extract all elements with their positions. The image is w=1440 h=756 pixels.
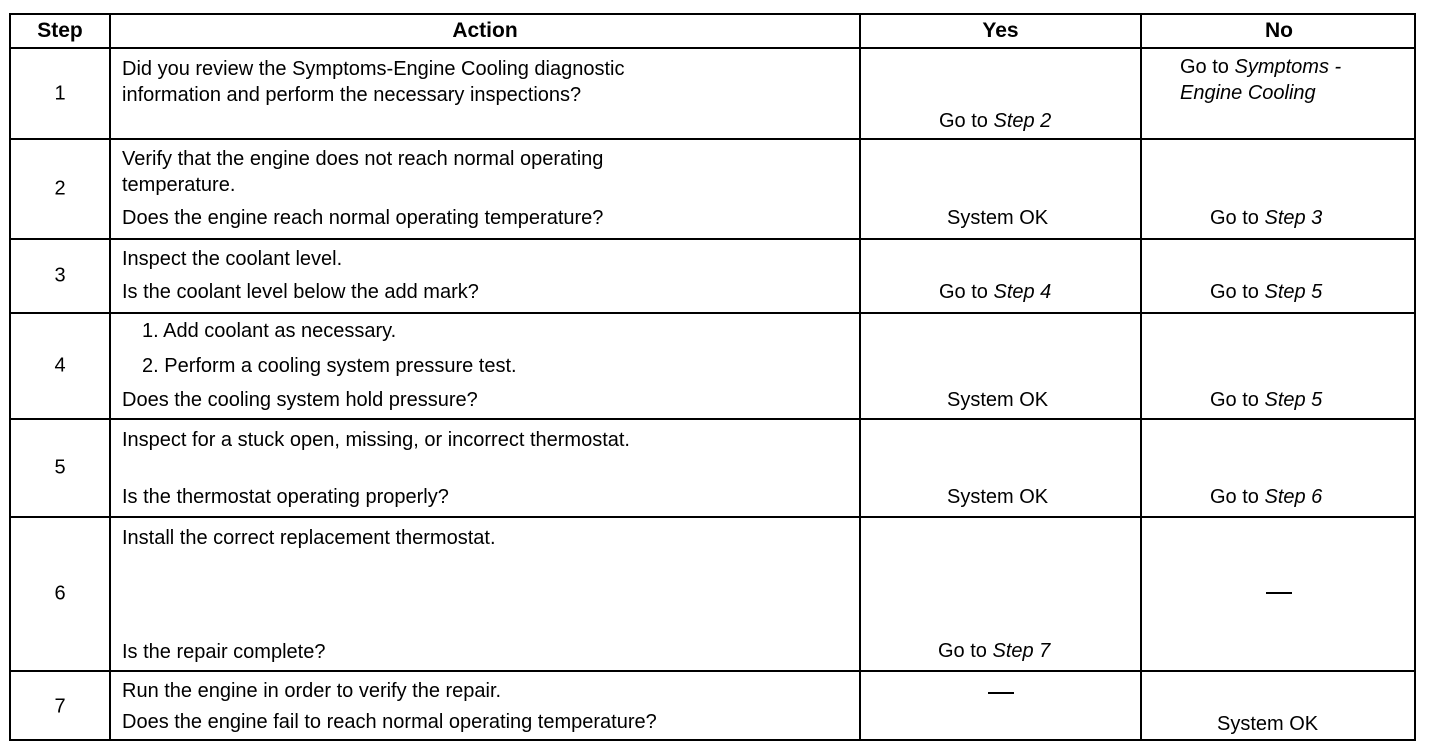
yes-prefix: Go to [938, 640, 993, 662]
action-text: information and perform the necessary inspections? [122, 84, 582, 106]
action-list-item: 1. Add coolant as necessary. [142, 320, 397, 342]
table-row [11, 672, 1414, 741]
no-result [1210, 204, 1322, 232]
no-prefix: Go to [1210, 207, 1265, 229]
action-text: Run the engine in order to verify the repair. [122, 680, 502, 702]
step-reference: Step 6 [1264, 486, 1323, 508]
action-cell [111, 420, 861, 516]
action-text: Inspect the coolant level. [122, 248, 343, 270]
action-text: Did you review the Symptoms-Engine Cooling diagnostic [122, 58, 625, 80]
yes-prefix: Go to [939, 281, 994, 303]
step-cell [11, 49, 111, 138]
no-result [1180, 53, 1341, 81]
step-reference: Step 7 [992, 640, 1051, 662]
yes-cell [861, 420, 1142, 516]
header-action: Action [452, 19, 518, 42]
step-number: 7 [54, 695, 66, 717]
no-cell [1142, 49, 1416, 138]
step-reference: Step 5 [1264, 281, 1323, 303]
step-reference: Step 3 [1264, 207, 1323, 229]
yes-cell [861, 49, 1142, 138]
action-question: Is the repair complete? [122, 641, 326, 663]
yes-result: System OK [947, 207, 1049, 229]
not-applicable-dash [988, 692, 1014, 694]
header-no: No [1265, 19, 1293, 42]
no-result [1210, 386, 1322, 414]
action-cell [111, 240, 861, 312]
no-result: System OK [1217, 713, 1319, 735]
action-question: Is the coolant level below the add mark? [122, 281, 479, 303]
action-question: Does the cooling system hold pressure? [122, 389, 478, 411]
yes-result [939, 278, 1051, 306]
table-row [11, 49, 1414, 140]
step-number: 4 [54, 354, 66, 377]
action-cell [111, 518, 861, 670]
yes-result: System OK [947, 486, 1049, 508]
table-row [11, 518, 1414, 672]
header-no-cell [1142, 15, 1416, 47]
no-prefix: Go to [1210, 389, 1265, 411]
step-number: 3 [54, 264, 66, 287]
no-result [1210, 278, 1322, 306]
section-reference: Engine Cooling [1180, 82, 1316, 104]
step-number: 6 [54, 582, 66, 605]
step-number: 5 [54, 456, 66, 479]
table-row [11, 240, 1414, 314]
table-row [11, 314, 1414, 420]
yes-cell [861, 140, 1142, 238]
step-cell [11, 240, 111, 312]
yes-result: System OK [947, 389, 1049, 411]
yes-result [939, 107, 1051, 135]
table-row [11, 420, 1414, 518]
step-reference: Step 5 [1264, 389, 1323, 411]
action-question: Is the thermostat operating properly? [122, 486, 449, 508]
section-reference: Symptoms - [1234, 56, 1342, 78]
header-yes: Yes [982, 19, 1019, 42]
action-list-item: 2. Perform a cooling system pressure test. [142, 355, 517, 377]
no-cell [1142, 140, 1416, 238]
action-cell [111, 49, 861, 138]
table-header-row [11, 15, 1414, 49]
action-text: Verify that the engine does not reach normal operating [122, 148, 604, 170]
step-reference: Step 4 [993, 281, 1052, 303]
no-cell [1142, 420, 1416, 516]
yes-cell [861, 518, 1142, 670]
no-result [1210, 483, 1322, 511]
step-cell [11, 420, 111, 516]
no-cell [1142, 240, 1416, 312]
no-prefix: Go to [1210, 486, 1265, 508]
step-cell [11, 314, 111, 418]
step-number: 1 [54, 82, 66, 104]
table-row [11, 140, 1414, 240]
not-applicable-dash [1266, 592, 1292, 594]
header-step: Step [37, 19, 83, 42]
no-prefix: Go to [1180, 56, 1235, 78]
step-number: 2 [54, 177, 66, 200]
action-question: Does the engine fail to reach normal operating temperature? [122, 711, 657, 733]
action-text: Install the correct replacement thermostat. [122, 527, 496, 549]
step-cell [11, 518, 111, 670]
yes-result [938, 637, 1050, 665]
header-yes-cell [861, 15, 1142, 47]
step-cell [11, 672, 111, 741]
action-question: Does the engine reach normal operating temperature? [122, 207, 604, 229]
action-cell [111, 314, 861, 418]
yes-cell [861, 314, 1142, 418]
no-cell [1142, 314, 1416, 418]
action-text: temperature. [122, 174, 236, 196]
action-text: Inspect for a stuck open, missing, or incorrect thermostat. [122, 429, 630, 451]
action-cell [111, 140, 861, 238]
header-step-cell [11, 15, 111, 47]
header-action-cell [111, 15, 861, 47]
no-cell [1142, 672, 1416, 741]
action-cell [111, 672, 861, 741]
step-reference: Step 2 [993, 110, 1052, 132]
diagnostic-table [9, 13, 1416, 741]
yes-cell [861, 672, 1142, 741]
no-prefix: Go to [1210, 281, 1265, 303]
yes-prefix: Go to [939, 110, 994, 132]
no-cell [1142, 518, 1416, 670]
yes-cell [861, 240, 1142, 312]
step-cell [11, 140, 111, 238]
